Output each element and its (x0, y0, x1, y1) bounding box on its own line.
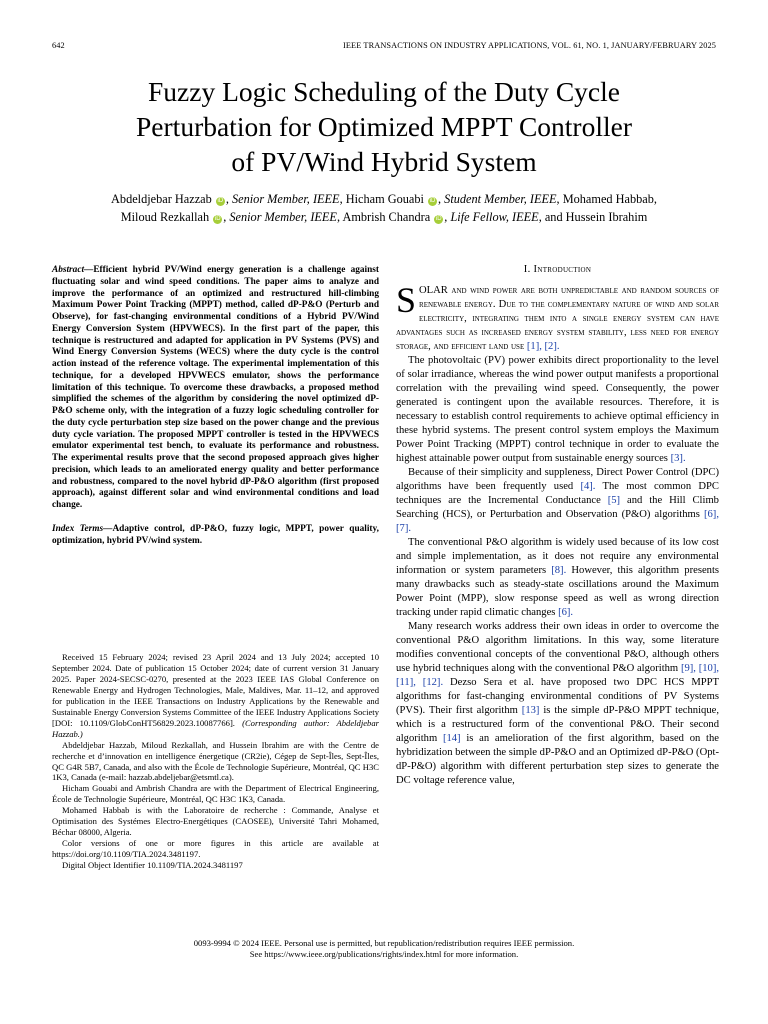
author-name: and Hussein Ibrahim (544, 210, 648, 224)
orcid-icon[interactable]: iD (435, 216, 442, 222)
paragraph-text: and the Hill Climb Searching (HCS), or Perturbation and Observation (P&O) algorithms (396, 495, 719, 520)
paragraph-text: Dezso Sera et al. have proposed two DPC HCS MPPT algorithms for fast-changing environmental conditions of PV Systems (PVS). Their first algorithm (396, 677, 719, 716)
page-number: 642 (52, 41, 65, 50)
affiliation-note: Mohamed Habbab is with the Laboratoire de recherche : Commande, Analyse et Optimisation des Systémes Electro-Energétiques (CAOSEE), Université Tahri Mohamed, Béchar 08000, Algeria. (52, 805, 379, 838)
title-line-3: of PV/Wind Hybrid System (231, 146, 537, 177)
citation-link[interactable]: [4]. (580, 481, 596, 492)
paragraph-text: Because of their simplicity and suppleness, Direct Power Control (DPC) algorithms have been frequently used (396, 467, 719, 492)
orcid-icon[interactable]: iD (217, 198, 224, 204)
intro-paragraph-2 (396, 354, 719, 466)
running-header: IEEE TRANSACTIONS ON INDUSTRY APPLICATIONS, VOL. 61, NO. 1, JANUARY/FEBRUARY 2025 (343, 41, 716, 50)
citation-link[interactable]: [13] (521, 705, 540, 716)
author-name: Ambrish Chandra (342, 210, 431, 224)
citation-link[interactable]: [14] (442, 733, 461, 744)
author-name: Miloud Rezkallah (120, 210, 210, 224)
paragraph-text: The most common DPC techniques are the Incremental Conductance (396, 481, 719, 506)
left-column (52, 265, 379, 547)
citation-link[interactable]: [1], [2]. (526, 341, 560, 352)
copyright-line: 0093-9994 © 2024 IEEE. Personal use is permitted, but republication/redistribution requires IEEE permission. (193, 938, 575, 948)
index-terms-label: Index Terms— (52, 523, 113, 534)
citation-link[interactable]: [5] (607, 495, 621, 506)
corresponding-author: (Corresponding author: Abdeldjebar Hazzab.) (52, 717, 379, 739)
paragraph-text: The photovoltaic (PV) power exhibits direct proportionality to the level of solar irradiance, whereas the wind power output manifests a proportional correlation with the prevailing wind speed. Consequently, the power generated is contingent upon the available resources. Therefore, it is necessary to establish control requirements to achieve optimal efficiency in these hybrid systems. The present control system employs the Maximum Power Point Tracking (MPPT) control technique in order to evaluate the highest attainable power output from sustainable energy sources (396, 355, 719, 464)
section-number: I. (523, 264, 531, 275)
title-line-1: Fuzzy Logic Scheduling of the Duty Cycle (148, 76, 620, 107)
intro-paragraph-4 (396, 536, 719, 620)
paragraph-text: is the simple dP-P&O MPPT technique, which is a restructured form of the conventional P&O. Their second algorithm (396, 705, 719, 744)
orcid-icon[interactable]: iD (214, 216, 221, 222)
paragraph-text: OLAR and wind power are both unpredictable and random sources of renewable energy. Due to the complementary nature of wind and solar electricity, integrating them into a single energy system can have advantages such as increased energy system stability, less need for energy storage, and efficient land use (396, 285, 719, 352)
index-terms-text: Adaptive control, dP-P&O, fuzzy logic, MPPT, power quality, optimization, hybrid PV/wind system. (52, 523, 379, 546)
section-heading (396, 263, 719, 277)
intro-paragraph-3 (396, 466, 719, 536)
paragraph-text: The conventional P&O algorithm is widely used because of its low cost and simple implementation, as it does not require any environmental information or system parameters (396, 537, 719, 576)
rights-link-line: See https://www.ieee.org/publications/rights/index.html for more information. (249, 949, 519, 959)
received-note: Received 15 February 2024; revised 23 April 2024 and 13 July 2024; accepted 10 September 2024. Date of publication 15 October 2024; date of current version 31 January 2025. Paper 2024-SECSC-0270, presented at the 2023 IEEE IAS Global Conference on Renewable Energy and Hydrogen Technologies, Male, Maldives, Mar. 11–12, and approved for publication in the IEEE Transactions on Industry Applications by the Renewable and Sustainable Energy Conversion Systems Committee of the IEEE Industry Applications Society [DOI: 10.1109/GlobConHT56829.2023.10087766]. (52, 652, 379, 728)
affiliation-note: Hicham Gouabi and Ambrish Chandra are with the Department of Electrical Engineering, École de Technologie Supérieure, Montréal, QC H3C 1K3, Canada. (52, 783, 379, 805)
author-name: Mohamed Habbab, (562, 192, 657, 206)
paper-title (52, 74, 716, 179)
author-membership: Senior Member, IEEE (229, 210, 337, 224)
author-membership: Student Member, IEEE (444, 192, 557, 206)
intro-paragraph-1 (396, 280, 719, 354)
citation-link[interactable]: [6], [7]. (396, 509, 719, 534)
affiliation-note: Abdeldjebar Hazzab, Miloud Rezkallah, and Hussein Ibrahim are with the Centre de recherche et d’innovation en intelligence énergetique (CR2ie), Cégep de Sept-Îles, Sept-Îles, QC G4R 5B7, Canada, and also with the École de Technologie Supérieure, Montréal, QC H3C 1K3, Canada (e-mail: hazzab.abdeljebar@etsmtl.ca). (52, 739, 379, 783)
citation-link[interactable]: [9], [10], [11], [12]. (396, 663, 719, 688)
author-membership: Life Fellow, IEEE (450, 210, 539, 224)
citation-link[interactable]: [3]. (670, 453, 686, 464)
abstract (52, 265, 379, 512)
paragraph-text: However, this algorithm presents many drawbacks such as steady-state oscillations around the Maximum Power Point (MPP), slow response speed as well as wrong direction tracking under rapid climatic changes (396, 565, 720, 618)
doi-note: Digital Object Identifier 10.1109/TIA.2024.3481197 (62, 860, 243, 871)
color-figures-note: Color versions of one or more figures in this article are available at https://doi.org/10.1109/TIA.2024.3481197. (52, 838, 379, 860)
author-membership: Senior Member, IEEE (232, 192, 340, 206)
right-column (396, 263, 719, 788)
first-page-footnotes (52, 652, 379, 871)
author-name: Hicham Gouabi (345, 192, 424, 206)
intro-paragraph-5 (396, 620, 719, 788)
paragraph-text: is an amelioration of the first algorithm, based on the hybridization between the simple dP-P&O and an Optimized dP-P&O (Opt-dP-P&O) algorithm with different perturbation step sizes to generate the DC voltage reference value, (396, 733, 719, 786)
orcid-icon[interactable]: iD (429, 198, 436, 204)
author-list: Abdeldjebar Hazzab iD , Senior Member, IEEE, Hicham Gouabi iD , Student Member, IEEE, Mohamed Habbab, Miloud Rezkallah iD , Senior Member, IEEE, Ambrish Chandra iD , Life Fellow, IEEE, and Hussein Ibrahim (111, 192, 657, 224)
abstract-label: Abstract— (52, 265, 94, 275)
index-terms (52, 524, 379, 548)
title-line-2: Perturbation for Optimized MPPT Controller (136, 111, 632, 142)
paragraph-text: Many research works address their own ideas in order to overcome the conventional P&O algorithm limitations. In this way, some literature modifies conventional concepts of the conventional P&O, although others use hybrid techniques along with the conventional P&O algorithm (396, 621, 719, 674)
abstract-text: Efficient hybrid PV/Wind energy generation is a challenge against fluctuating solar and wind speed conditions. The paper aims to analyze and improve the performance of an optimized and restructured hill-climbing Maximum Power Point Tracking (MPPT) method, called dP-P&O (Perturb and Observe), for fast-changing environmental conditions of a Hybrid PV/Wind Energy Conversion System (HPVWECS). In the first part of the paper, this technique is restructured and adapted for application in PV Systems (PVS) and Wind Energy Conversion Systems (WECS) where the duty cycle is the control action instead of the reference voltage. The experimental implementation of this technique, for a developed HPVWECS emulator, shows the performance limitation of this technique. To overcome these drawbacks, a proposed method simplified the schemes of the algorithm by considering the novel optimized dP-P&O scheme only, with the integration of a fuzzy logic scheduling controller for the duty cycle perturbation step size based on the power change and the previous duty cycle variation. The proposed MPPT controller is tested in the HPVWECS emulator experimental test bench, to evaluate its performance and robustness. The experimental results prove that the second proposed approach gives higher precision, which leads to an ameliorated energy quality and better performance and robustness, compared to the novel hybrid dP-P&O algorithm (first proposed approach), against different solar and wind environmental conditions and load change. (52, 265, 379, 510)
citation-link[interactable]: [8]. (551, 565, 567, 576)
copyright-footer (52, 938, 716, 960)
section-title: Introduction (533, 264, 592, 275)
drop-cap: S (396, 280, 417, 320)
author-name: Abdeldjebar Hazzab (111, 192, 212, 206)
citation-link[interactable]: [6]. (558, 607, 574, 618)
